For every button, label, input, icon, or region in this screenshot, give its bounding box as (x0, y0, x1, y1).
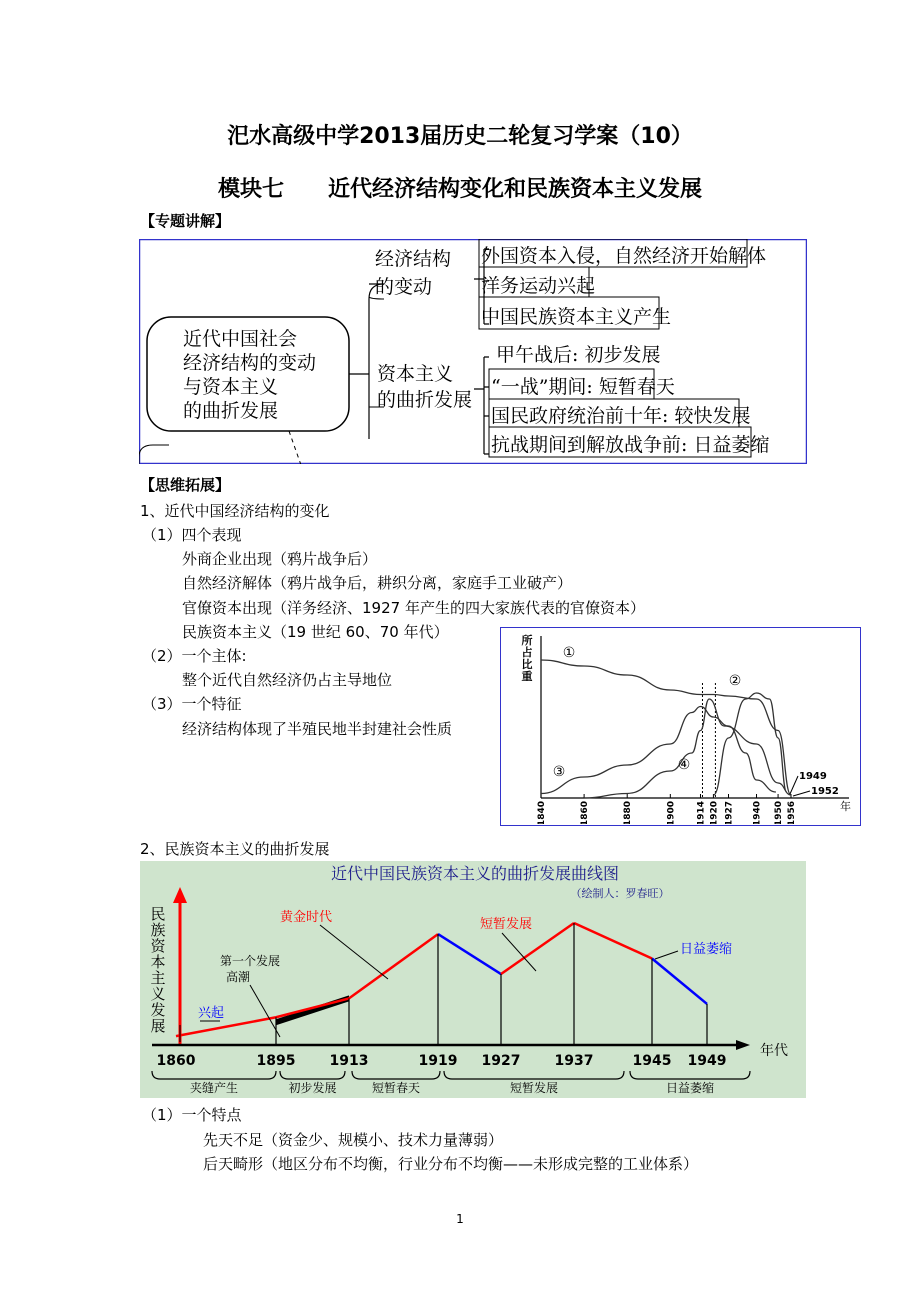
heading-economy-change: 1、近代中国经济结构的变化 (140, 502, 330, 520)
page-number: 1 (456, 1212, 464, 1226)
x-axis-label: 年代 (760, 1043, 788, 1059)
period-label: 初步发展 (288, 1081, 337, 1095)
mindmap-root-line: 的曲折发展 (183, 400, 279, 422)
y-axis-label-char: 民 (150, 905, 166, 923)
x-tick-label: 1895 (256, 1053, 296, 1069)
subheading: （3）一个特征 (142, 695, 242, 713)
share-chart (500, 627, 861, 826)
y-axis-label-char: 本 (150, 953, 166, 971)
development-chart-svg (140, 861, 806, 1098)
annotation-short-boom: 短暂发展 (480, 917, 533, 932)
branch-label-line: 资本主义 (377, 363, 454, 385)
x-tick-label: 1940 (752, 801, 763, 824)
mindmap-root-line: 与资本主义 (183, 376, 279, 398)
annotation-decline: 日益萎缩 (680, 942, 733, 957)
mindmap-leaf: “一战”期间: 短暂春天 (491, 376, 675, 398)
branch-label-line: 的曲折发展 (377, 389, 473, 411)
series-label: ① (562, 645, 576, 661)
subheading: （1）一个特点 (142, 1106, 242, 1124)
list-item: 官僚资本出现（洋务经济、1927 年产生的四大家族代表的官僚资本） (182, 599, 645, 617)
y-axis-label-char: 所 (521, 634, 533, 647)
annotation-1949: 1949 (799, 771, 827, 782)
mindmap (139, 239, 807, 464)
mindmap-leaf: 国民政府统治前十年: 较快发展 (491, 405, 751, 427)
x-tick-label: 1860 (580, 801, 591, 824)
y-axis-label-char: 重 (521, 670, 533, 683)
x-tick-label: 1900 (666, 801, 677, 824)
branch-label-line: 的变动 (375, 276, 433, 298)
mindmap-root-line: 近代中国社会 (183, 328, 298, 350)
mindmap-leaf: 抗战期间到解放战争前: 日益萎缩 (491, 434, 770, 456)
y-axis-label-char: 族 (150, 921, 166, 939)
x-tick-label: 1840 (537, 801, 547, 824)
x-tick-label: 1956 (787, 801, 797, 824)
x-tick-label: 1914 (696, 801, 707, 824)
page-title: 汜水高级中学2013届历史二轮复习学案（10） (227, 124, 693, 149)
chart-subtitle: （绘制人：罗春旺） (570, 887, 670, 900)
period-label: 短暂春天 (371, 1081, 421, 1095)
x-tick-label: 1945 (632, 1053, 672, 1069)
mindmap-leaf: 外国资本入侵，自然经济开始解体 (481, 245, 767, 267)
list-item: 整个近代自然经济仍占主导地位 (182, 671, 393, 689)
mindmap-root-line: 经济结构的变动 (183, 352, 317, 374)
mindmap-branch-capitalism (377, 361, 472, 413)
annotation-first-boom-2: 高潮 (225, 970, 251, 984)
x-tick-label: 1919 (418, 1053, 458, 1069)
mindmap-root (183, 327, 316, 423)
series-label: ④ (677, 757, 691, 773)
branch-label-line: 经济结构 (375, 248, 452, 270)
annotation-rise: 兴起 (198, 1006, 225, 1021)
list-item: 后天畸形（地区分布不均衡，行业分布不均衡——未形成完整的工业体系） (203, 1155, 699, 1173)
subheading: （2）一个主体: (142, 647, 247, 665)
section-label-lecture: 【专题讲解】 (140, 212, 231, 230)
series-label: ③ (552, 764, 566, 780)
list-item: 先天不足（资金少、规模小、技术力量薄弱） (203, 1131, 504, 1149)
x-tick-label: 1950 (774, 801, 785, 824)
period-label: 日益萎缩 (665, 1081, 715, 1095)
y-axis-label-char: 资 (150, 937, 166, 955)
annotation-first-boom: 第一个发展 (220, 954, 281, 968)
x-tick-label: 1927 (481, 1053, 521, 1069)
mindmap-leaf: 甲午战后: 初步发展 (496, 344, 661, 366)
mindmap-branch-economy (375, 245, 451, 301)
y-axis-label-char: 展 (150, 1017, 166, 1035)
period-label: 夹缝产生 (189, 1081, 239, 1095)
series-line (541, 707, 776, 794)
x-tick-label: 1949 (687, 1053, 727, 1069)
x-tick-label: 1937 (554, 1053, 594, 1069)
y-axis-label-char: 占 (521, 646, 533, 659)
page-subtitle: 模块七 近代经济结构变化和民族资本主义发展 (217, 177, 702, 202)
list-item: 民族资本主义（19 世纪 60、70 年代） (182, 623, 449, 641)
chart-title: 近代中国民族资本主义的曲折发展曲线图 (330, 864, 620, 883)
x-tick-label: 1860 (156, 1053, 196, 1069)
x-tick-label: 1927 (724, 801, 735, 824)
annotation-1952: 1952 (811, 786, 839, 797)
x-tick-label: 1913 (329, 1053, 369, 1069)
development-chart (140, 861, 806, 1098)
list-item: 外商企业出现（鸦片战争后） (182, 550, 378, 568)
list-item: 经济结构体现了半殖民地半封建社会性质 (182, 720, 453, 738)
period-label: 短暂发展 (509, 1081, 559, 1095)
heading-capitalism: 2、民族资本主义的曲折发展 (140, 840, 330, 858)
mindmap-leaf: 洋务运动兴起 (481, 275, 596, 297)
share-chart-svg (501, 628, 859, 824)
series-label: ② (728, 673, 742, 689)
y-axis-label-char: 主 (150, 969, 166, 987)
y-axis-label-char: 发 (150, 1001, 166, 1019)
annotation-golden-age: 黄金时代 (280, 910, 333, 925)
series-line (713, 693, 786, 795)
list-item: 自然经济解体（鸦片战争后，耕织分离，家庭手工业破产） (182, 574, 573, 592)
x-axis-label: 年 (840, 800, 851, 813)
subheading: （1）四个表现 (142, 526, 242, 544)
annotation-pointer (790, 776, 798, 794)
section-label-thinking: 【思维拓展】 (140, 476, 231, 494)
mindmap-leaf: 中国民族资本主义产生 (481, 306, 672, 328)
y-axis-label-char: 比 (521, 658, 533, 671)
annotation-pointer (793, 791, 810, 796)
y-axis-label-char: 义 (150, 985, 166, 1003)
x-tick-label: 1880 (623, 801, 634, 824)
x-tick-label: 1920 (709, 801, 720, 824)
